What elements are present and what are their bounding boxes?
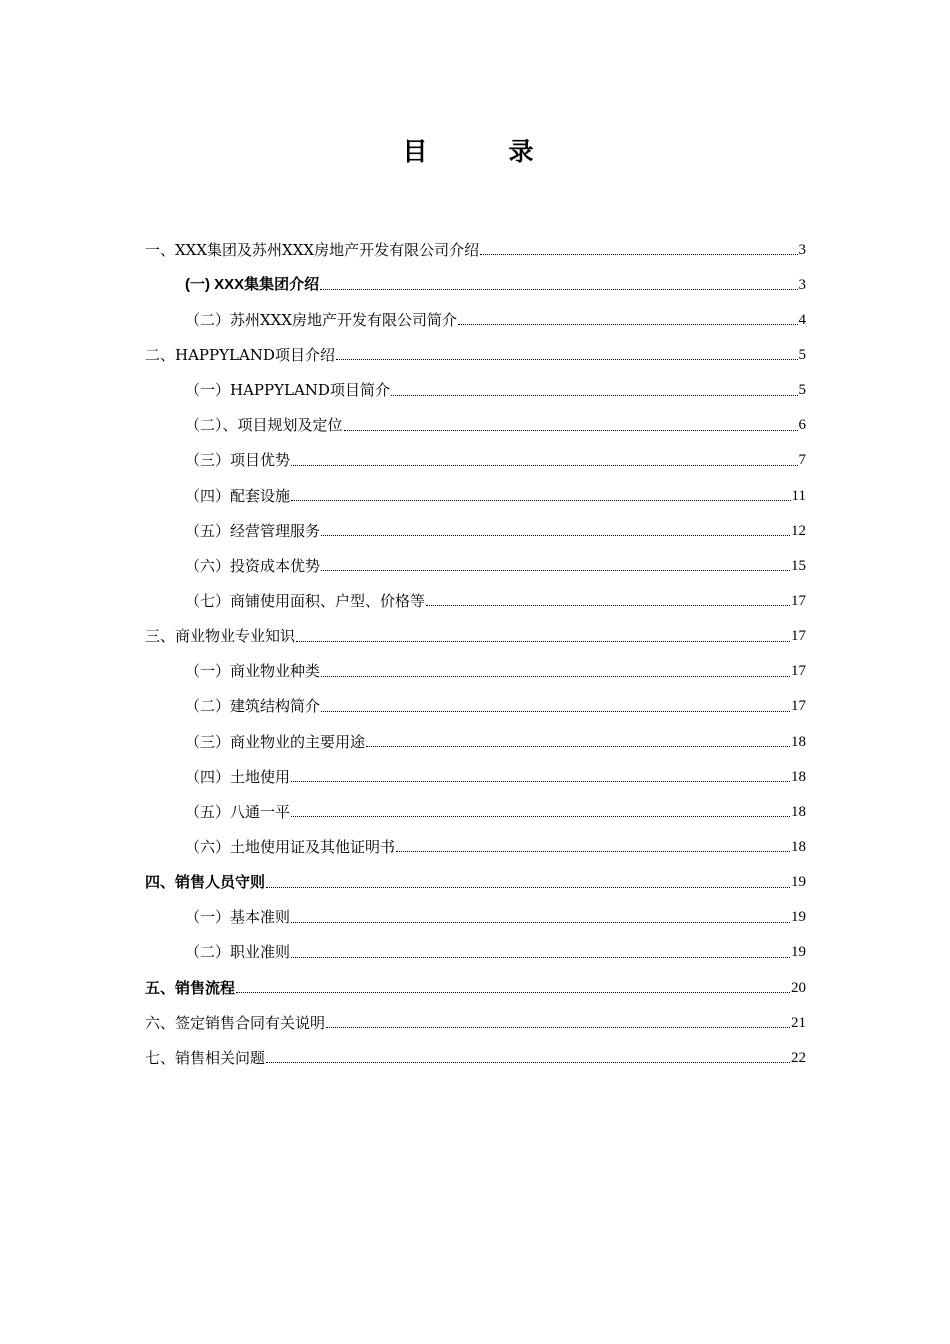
- toc-page-number: 12: [791, 522, 806, 539]
- toc-page-number: 3: [798, 241, 806, 258]
- toc-entry-label: 一、XXX集团及苏州XXX房地产开发有限公司介绍: [145, 240, 480, 259]
- toc-page-number: 18: [791, 733, 806, 750]
- toc-entry-label: 七、销售相关问题: [145, 1048, 266, 1067]
- toc-page-number: 5: [798, 382, 806, 399]
- toc-page-number: 5: [798, 346, 806, 363]
- toc-leader-dots: [336, 359, 798, 360]
- toc-leader-dots: [321, 711, 790, 712]
- toc-leader-dots: [291, 781, 790, 782]
- toc-entry-label: （二）建筑结构简介: [185, 697, 321, 716]
- toc-entry[interactable]: [145, 865, 806, 900]
- toc-subentry[interactable]: [145, 267, 806, 302]
- toc-subentry[interactable]: [145, 302, 806, 337]
- toc-leader-dots: [291, 500, 791, 501]
- toc-entry[interactable]: [145, 970, 806, 1005]
- toc-entry-label: 三、商业物业专业知识: [145, 627, 296, 646]
- toc-entry-label: 二、HAPPYLAND项目介绍: [145, 345, 335, 364]
- toc-subentry[interactable]: [145, 443, 806, 478]
- toc-subentry[interactable]: [145, 408, 806, 443]
- toc-entry-label: （二）职业准则: [185, 943, 291, 962]
- toc-entry-label: （四）配套设施: [185, 486, 291, 505]
- toc-page-number: 19: [791, 909, 806, 926]
- toc-entry-label: （六）土地使用证及其他证明书: [185, 837, 396, 856]
- toc-entry[interactable]: [145, 1005, 806, 1040]
- toc-page-number: 17: [791, 663, 806, 680]
- toc-entry-label: 五、销售流程: [145, 978, 236, 997]
- toc-leader-dots: [296, 641, 790, 642]
- toc-title: 目 录: [402, 137, 562, 166]
- toc-subentry[interactable]: [145, 935, 806, 970]
- toc-entry-label: （五）八通一平: [185, 802, 291, 821]
- toc-leader-dots: [291, 957, 790, 958]
- toc-subentry[interactable]: [145, 513, 806, 548]
- toc-subentry[interactable]: [145, 829, 806, 864]
- toc-leader-dots: [391, 395, 798, 396]
- toc-subentry[interactable]: [145, 900, 806, 935]
- toc-page-number: 18: [791, 838, 806, 855]
- toc-subentry[interactable]: [145, 689, 806, 724]
- toc-subentry[interactable]: [145, 654, 806, 689]
- toc-leader-dots: [344, 430, 798, 431]
- toc-page-number: 15: [791, 557, 806, 574]
- toc-entry-label: （四）土地使用: [185, 767, 291, 786]
- toc-leader-dots: [396, 851, 790, 852]
- toc-entry-label: （二）、项目规划及定位: [185, 416, 343, 435]
- toc-leader-dots: [366, 746, 790, 747]
- toc-page-number: 22: [791, 1049, 806, 1066]
- toc-leader-dots: [326, 1027, 790, 1028]
- toc-page-number: 19: [791, 944, 806, 961]
- toc-entry-label: 四、销售人员守则: [145, 873, 266, 892]
- toc-subentry[interactable]: [145, 794, 806, 829]
- toc-entry-label: （六）投资成本优势: [185, 556, 321, 575]
- toc-leader-dots: [321, 535, 790, 536]
- toc-leader-dots: [236, 992, 790, 993]
- toc-leader-dots: [291, 816, 790, 817]
- toc-entry-label: （七）商铺使用面积、户型、价格等: [185, 591, 426, 610]
- toc-entry-label: （一）HAPPYLAND项目简介: [185, 381, 390, 400]
- toc-subentry[interactable]: [145, 373, 806, 408]
- toc-subentry[interactable]: [145, 724, 806, 759]
- toc-entry-label: （三）商业物业的主要用途: [185, 732, 366, 751]
- toc-leader-dots: [321, 570, 790, 571]
- toc-entry[interactable]: [145, 1040, 806, 1075]
- toc-entry[interactable]: [145, 337, 806, 372]
- toc-leader-dots: [266, 1062, 790, 1063]
- toc-leader-dots: [291, 922, 790, 923]
- toc-leader-dots: [426, 605, 790, 606]
- toc-entry-label: （五）经营管理服务: [185, 521, 321, 540]
- toc-subentry[interactable]: [145, 759, 806, 794]
- toc-entry-label: （一）商业物业种类: [185, 662, 321, 681]
- toc-entry[interactable]: [145, 232, 806, 267]
- toc-list: [145, 232, 806, 1075]
- toc-leader-dots: [321, 676, 790, 677]
- toc-page-number: 18: [791, 768, 806, 785]
- toc-entry[interactable]: [145, 619, 806, 654]
- toc-entry-label: （一）基本准则: [185, 908, 291, 927]
- toc-leader-dots: [320, 289, 797, 290]
- toc-page-number: 18: [791, 803, 806, 820]
- toc-page-number: 21: [791, 1014, 806, 1031]
- toc-subentry[interactable]: [145, 478, 806, 513]
- toc-page-number: 17: [791, 592, 806, 609]
- toc-page-number: 17: [791, 628, 806, 645]
- toc-leader-dots: [458, 324, 797, 325]
- toc-page-number: 19: [791, 874, 806, 891]
- toc-page-number: 7: [798, 452, 806, 469]
- toc-entry-label: (一) XXX集集团介绍: [185, 275, 320, 293]
- toc-entry-label: 六、签定销售合同有关说明: [145, 1013, 326, 1032]
- toc-leader-dots: [291, 465, 797, 466]
- toc-page-number: 3: [798, 276, 806, 293]
- toc-leader-dots: [266, 887, 790, 888]
- toc-leader-dots: [480, 254, 797, 255]
- toc-page-number: 17: [791, 698, 806, 715]
- toc-subentry[interactable]: [145, 583, 806, 618]
- toc-page-number: 4: [798, 311, 806, 328]
- toc-entry-label: （三）项目优势: [185, 451, 291, 470]
- toc-subentry[interactable]: [145, 548, 806, 583]
- toc-entry-label: （二）苏州XXX房地产开发有限公司简介: [185, 310, 458, 329]
- toc-page-number: 6: [798, 417, 806, 434]
- toc-page-number: 11: [791, 487, 806, 504]
- toc-page-number: 20: [791, 979, 806, 996]
